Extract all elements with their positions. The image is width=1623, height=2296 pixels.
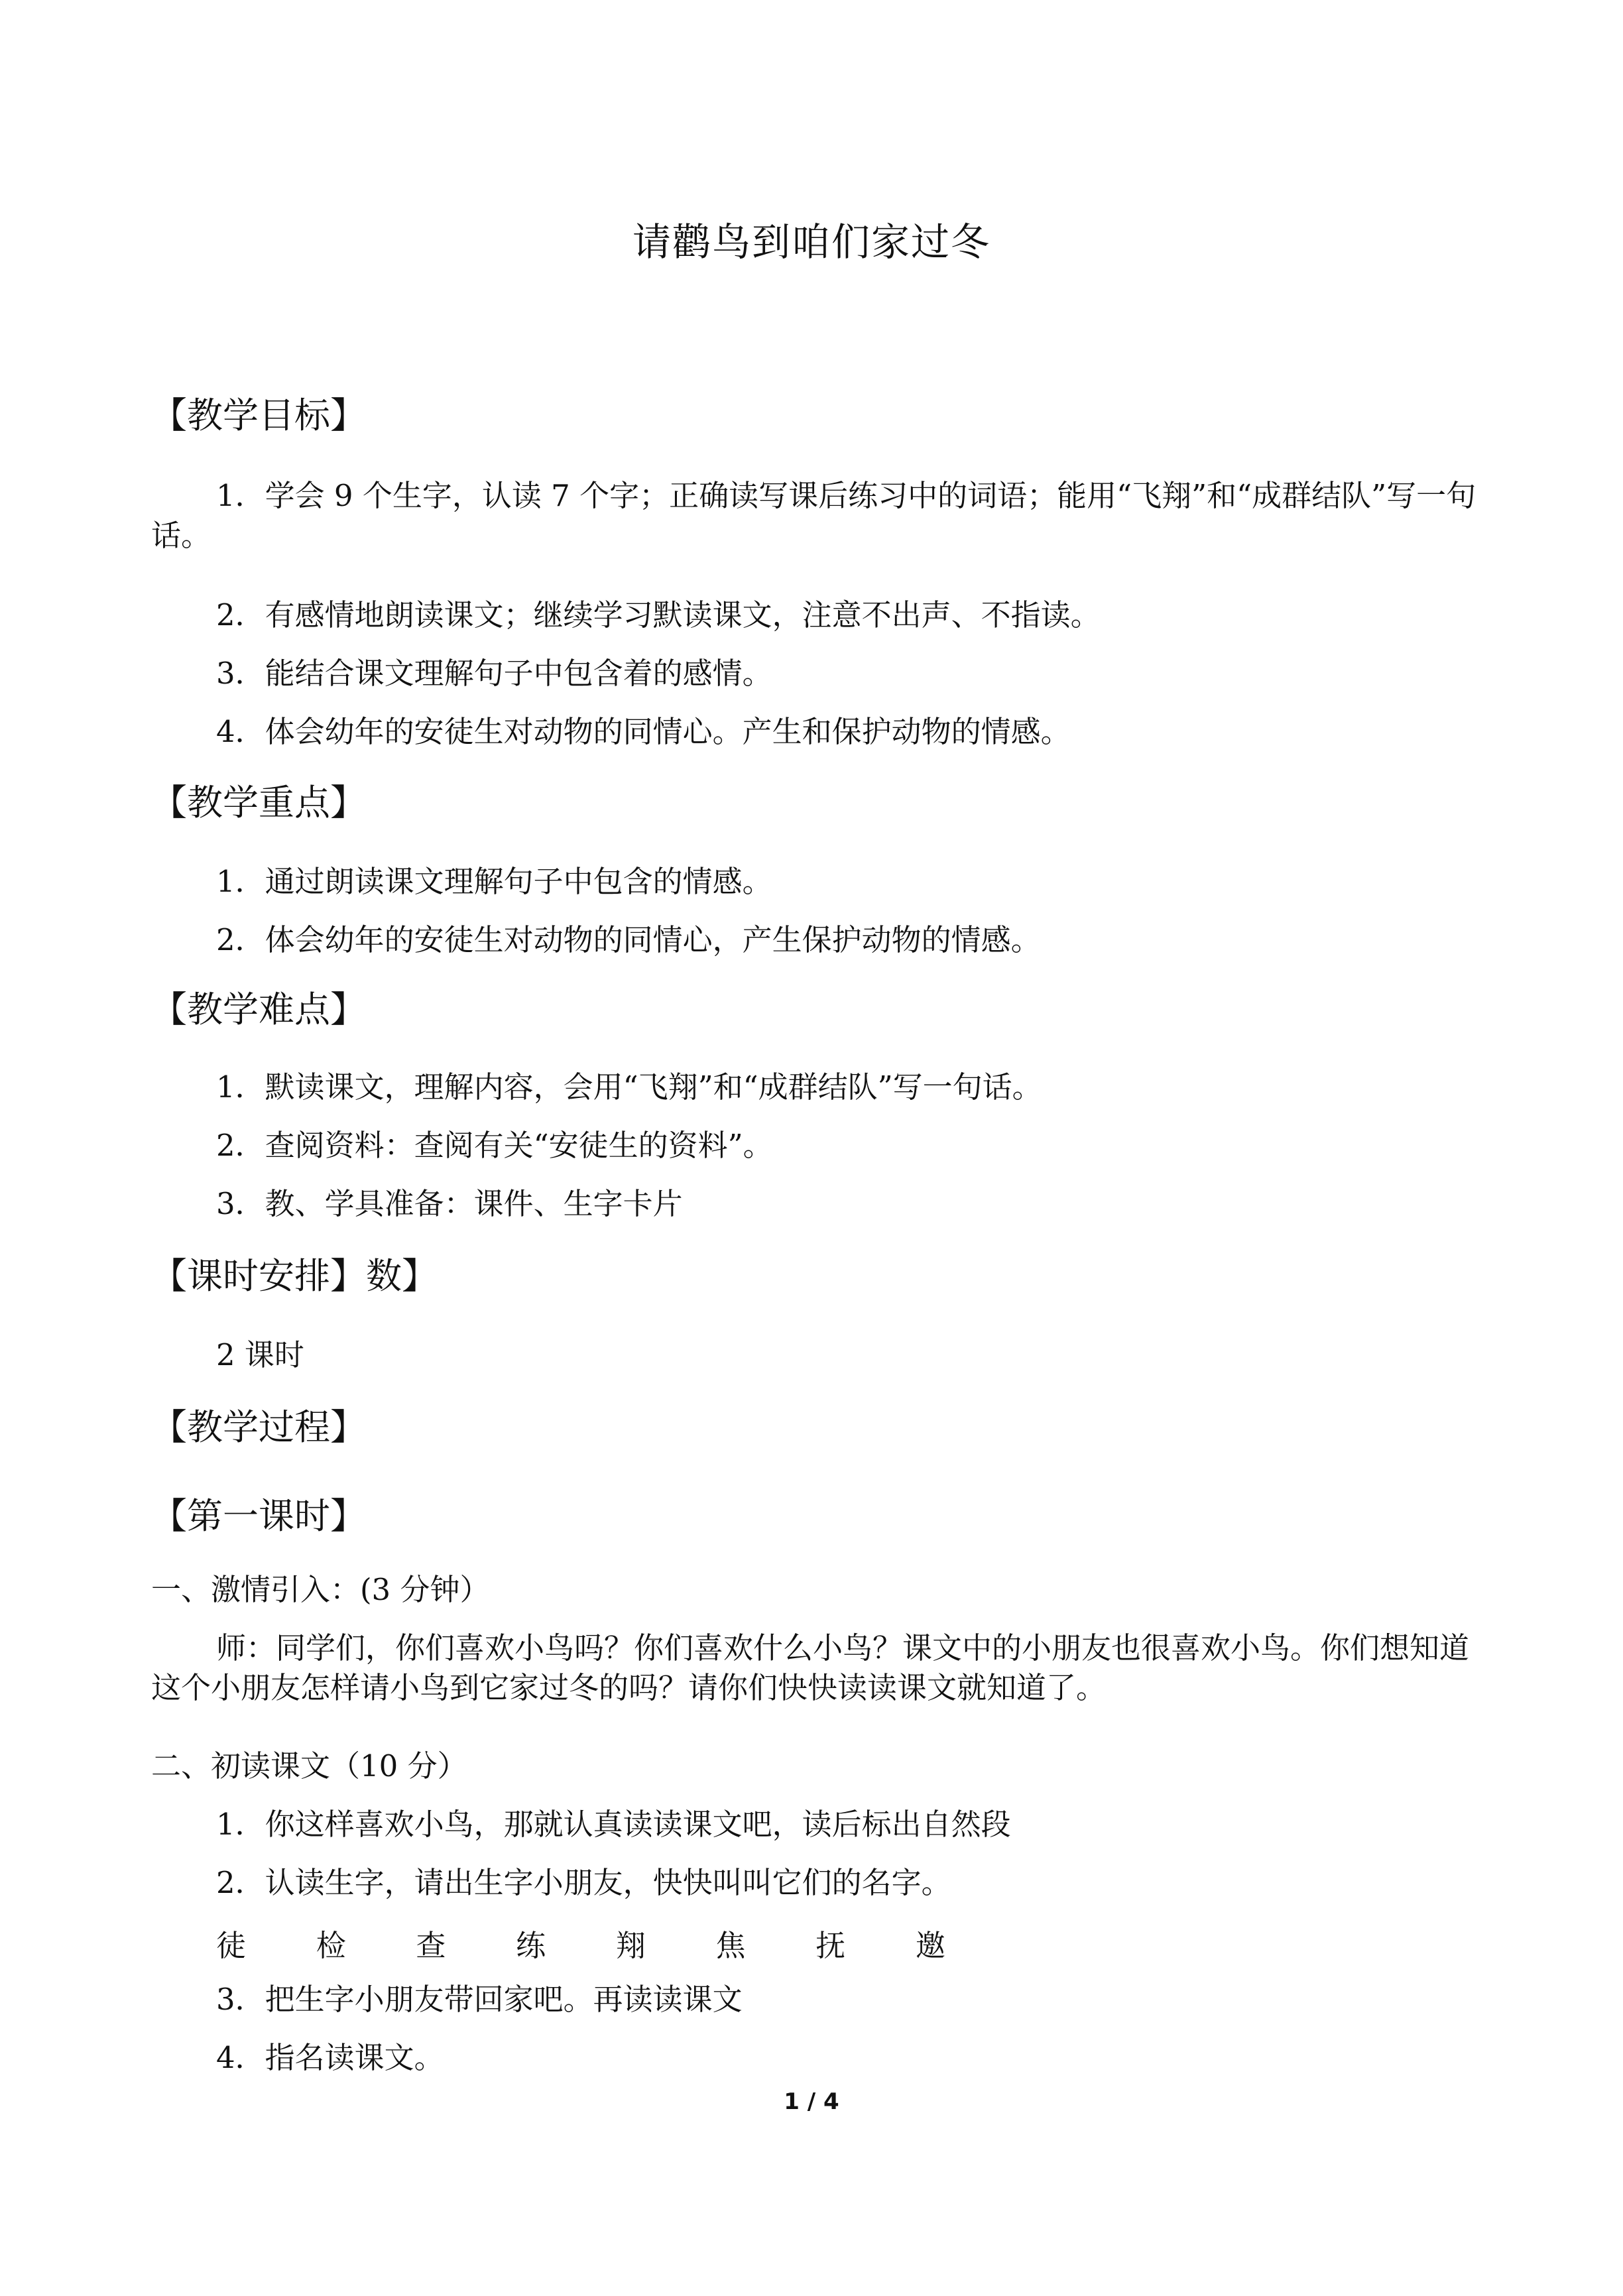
objectives-heading: 【教学目标】 [151, 394, 366, 436]
lesson1-heading: 【第一课时】 [151, 1495, 366, 1537]
schedule-text: 2 课时 [216, 1337, 304, 1372]
key-point-item: 1．通过朗读课文理解句子中包含的情感。 [216, 864, 772, 899]
character: 徒 [216, 1928, 247, 1963]
objective-item: 3．能结合课文理解句子中包含着的感情。 [216, 656, 772, 691]
step-item: 3．把生字小朋友带回家吧。再读读课文 [216, 1982, 743, 2017]
schedule-heading: 【课时安排】数】 [151, 1255, 438, 1297]
step-item: 2．认读生字，请出生字小朋友，快快叫叫它们的名字。 [216, 1865, 951, 1900]
step-item: 1．你这样喜欢小鸟，那就认真读读课文吧，读后标出自然段 [216, 1807, 1011, 1842]
section1-text: 师：同学们，你们喜欢小鸟吗？你们喜欢什么小鸟？课文中的小朋友也很喜欢小鸟。你们想知道这个小朋友怎样请小鸟到它家过冬的吗？请你们快快读读课文就知道了。 [151, 1630, 1470, 1705]
step-item: 4．指名读课文。 [216, 2040, 444, 2075]
objective-item: 4．体会幼年的安徒生对动物的同情心。产生和保护动物的情感。 [216, 714, 1071, 749]
difficulties-heading: 【教学难点】 [151, 989, 366, 1030]
character: 邀 [915, 1928, 945, 1963]
character: 抚 [815, 1928, 846, 1963]
character: 检 [316, 1928, 346, 1963]
character: 焦 [715, 1928, 746, 1963]
difficulty-item: 3．教、学具准备：课件、生字卡片 [216, 1186, 683, 1221]
new-characters-row [216, 1921, 945, 1964]
process-heading: 【教学过程】 [151, 1406, 366, 1448]
character: 练 [516, 1928, 546, 1963]
objective-item: 1．学会 9 个生字，认读 7 个字；正确读写课后练习中的词语；能用“飞翔”和“成群结队”写一句话。 [151, 478, 1476, 553]
section1-title: 一、激情引入：(3 分钟） [151, 1572, 490, 1607]
page-number: 1 / 4 [784, 2088, 839, 2115]
objective-item: 2．有感情地朗读课文；继续学习默读课文，注意不出声、不指读。 [216, 597, 1101, 633]
document-title: 请鹳鸟到咱们家过冬 [632, 219, 991, 265]
key-point-item: 2．体会幼年的安徒生对动物的同情心，产生保护动物的情感。 [216, 922, 1041, 957]
character: 翔 [615, 1928, 646, 1963]
difficulty-item: 1．默读课文，理解内容，会用“飞翔”和“成群结队”写一句话。 [216, 1069, 1042, 1105]
section2-title: 二、初读课文（10 分） [151, 1748, 467, 1783]
character: 查 [416, 1928, 446, 1963]
key-points-heading: 【教学重点】 [151, 782, 366, 823]
difficulty-item: 2．查阅资料：查阅有关“安徒生的资料”。 [216, 1128, 773, 1163]
